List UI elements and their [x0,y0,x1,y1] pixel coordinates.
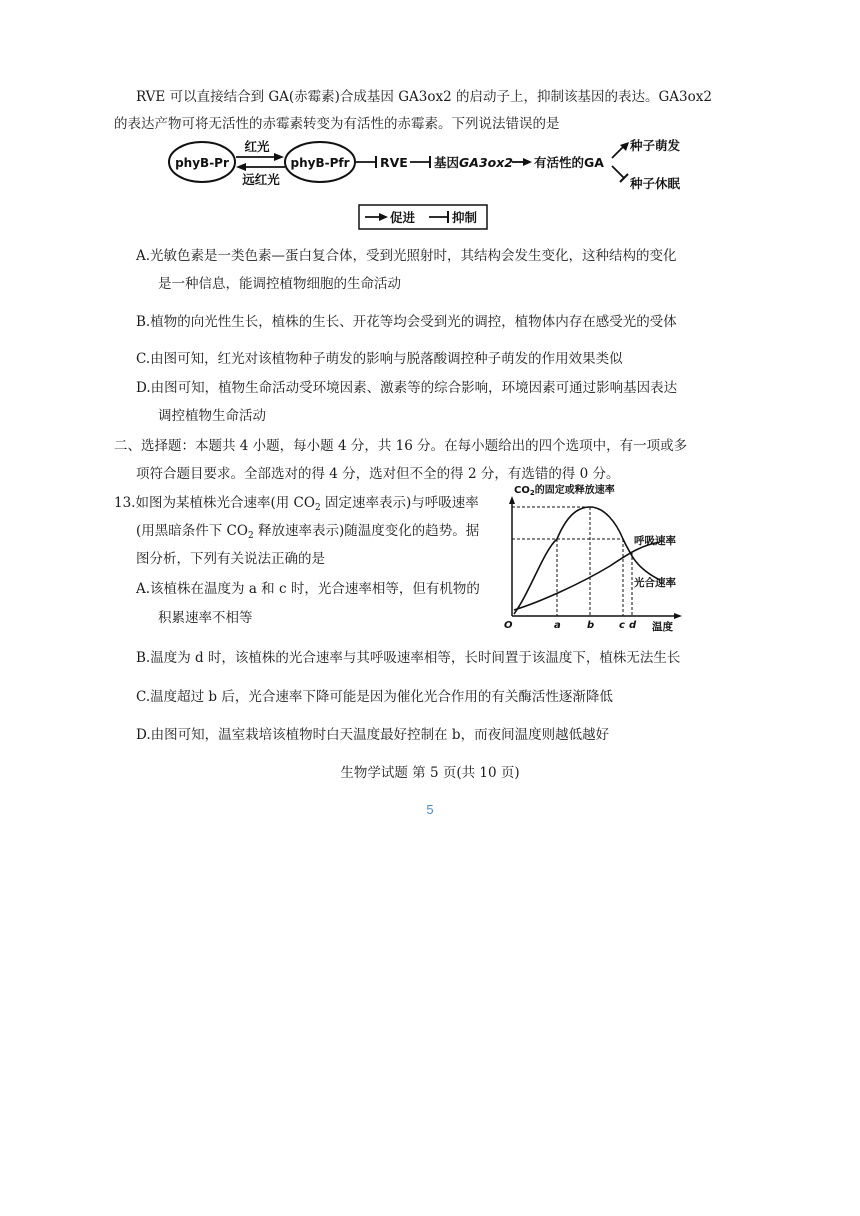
dormancy-label: 种子休眠 [630,176,681,191]
promote-ga-arrowhead [523,158,532,166]
tick-a: a [554,620,561,631]
gene-label: 基因GA3ox2 [434,155,513,170]
q13-option-d: D.由图可知，温室栽培该植物时白天温度最好控制在 b，而夜间温度则越低越好 [136,727,610,743]
q13-option-a-line-2: 积累速率不相等 [158,610,253,626]
q13-option-c: C.温度超过 b 后，光合速率下降可能是因为催化光合作用的有关酶活性逐渐降低 [136,689,613,705]
origin-label: O [504,620,513,631]
q13-option-a-line-1: A.该植株在温度为 a 和 c 时，光合速率相等，但有机物的 [136,581,480,597]
q13-stem-line-3: 图分析，下列有关说法正确的是 [136,551,325,567]
far-red-label: 远红光 [242,172,280,187]
germination-branch [612,146,624,158]
red-light-arrowhead [274,153,284,161]
q13-option-b: B.温度为 d 时，该植株的光合速率与其呼吸速率相等，长时间置于该温度下，植株无法生长 [136,650,681,666]
y-axis-label: $CO_2$的固定或释放速率 [514,485,615,497]
q12-option-d-line-1: D.由图可知，植物生命活动受环境因素、激素等的综合影响，环境因素可通过影响基因表达 [136,380,678,396]
intro-line-2: 的表达产物可将无活性的赤霉素转变为有活性的赤霉素。下列说法错误的是 [114,116,560,132]
q12-option-a-line-1: A.光敏色素是一类色素—蛋白复合体，受到光照射时，其结构会发生变化，这种结构的变化 [136,248,677,264]
phyb-pfr-label: phyB-Pfr [290,156,350,170]
intro-line-1: RVE 可以直接结合到 GA(赤霉素)合成基因 GA3ox2 的启动子上，抑制该基因的表达。GA3ox2 [136,89,712,105]
tick-b: b [587,620,595,631]
tick-d: d [629,620,637,631]
photosynthesis-label: 光合速率 [634,577,676,589]
rate-temperature-graph [500,480,700,632]
phyb-pr-label: phyB-Pr [175,156,229,170]
photosynthesis-curve [514,507,660,614]
active-ga-label: 有活性的GA [534,155,604,170]
x-axis-label: 温度 [652,621,673,632]
legend-inhibit-label: 抑制 [452,210,478,225]
q12-option-d-line-2: 调控植物生命活动 [158,408,266,424]
germination-label: 种子萌发 [630,138,681,153]
y-axis-arrow [509,496,515,504]
x-axis-arrow [674,613,682,619]
section-2-line-2: 项符合题目要求。全部选对的得 4 分，选对但不全的得 2 分，有选错的得 0 分。 [136,466,620,482]
tick-c: c [619,620,625,631]
q13-stem-line-2: (用黑暗条件下 $CO_2$ 释放速率表示)随温度变化的趋势。据 [136,523,480,541]
dormancy-branch [612,166,624,178]
section-2-line-1: 二、选择题：本题共 4 小题，每小题 4 分，共 16 分。在每小题给出的四个选项中，有一项或多 [114,438,688,454]
q13-stem-line-1: 13.如图为某植株光合速率(用 $CO_2$ 固定速率表示)与呼吸速率 [114,495,479,513]
legend-promote-label: 促进 [390,210,416,225]
red-light-label: 红光 [244,139,270,154]
respiration-label: 呼吸速率 [634,535,676,547]
far-red-arrowhead [236,163,246,171]
legend-promote-arrowhead [379,213,388,221]
q12-option-c: C.由图可知，红光对该植物种子萌发的影响与脱落酸调控种子萌发的作用效果类似 [136,351,623,367]
page-number: 5 [426,802,434,817]
q12-option-b: B.植物的向光性生长，植株的生长、开花等均会受到光的调控，植物体内存在感受光的受体 [136,314,677,330]
footer-title: 生物学试题 第 5 页(共 10 页) [340,765,520,781]
q12-option-a-line-2: 是一种信息，能调控植物细胞的生命活动 [158,276,401,292]
pathway-diagram [160,134,700,234]
rve-label: RVE [380,155,408,170]
respiration-curve [514,542,660,610]
